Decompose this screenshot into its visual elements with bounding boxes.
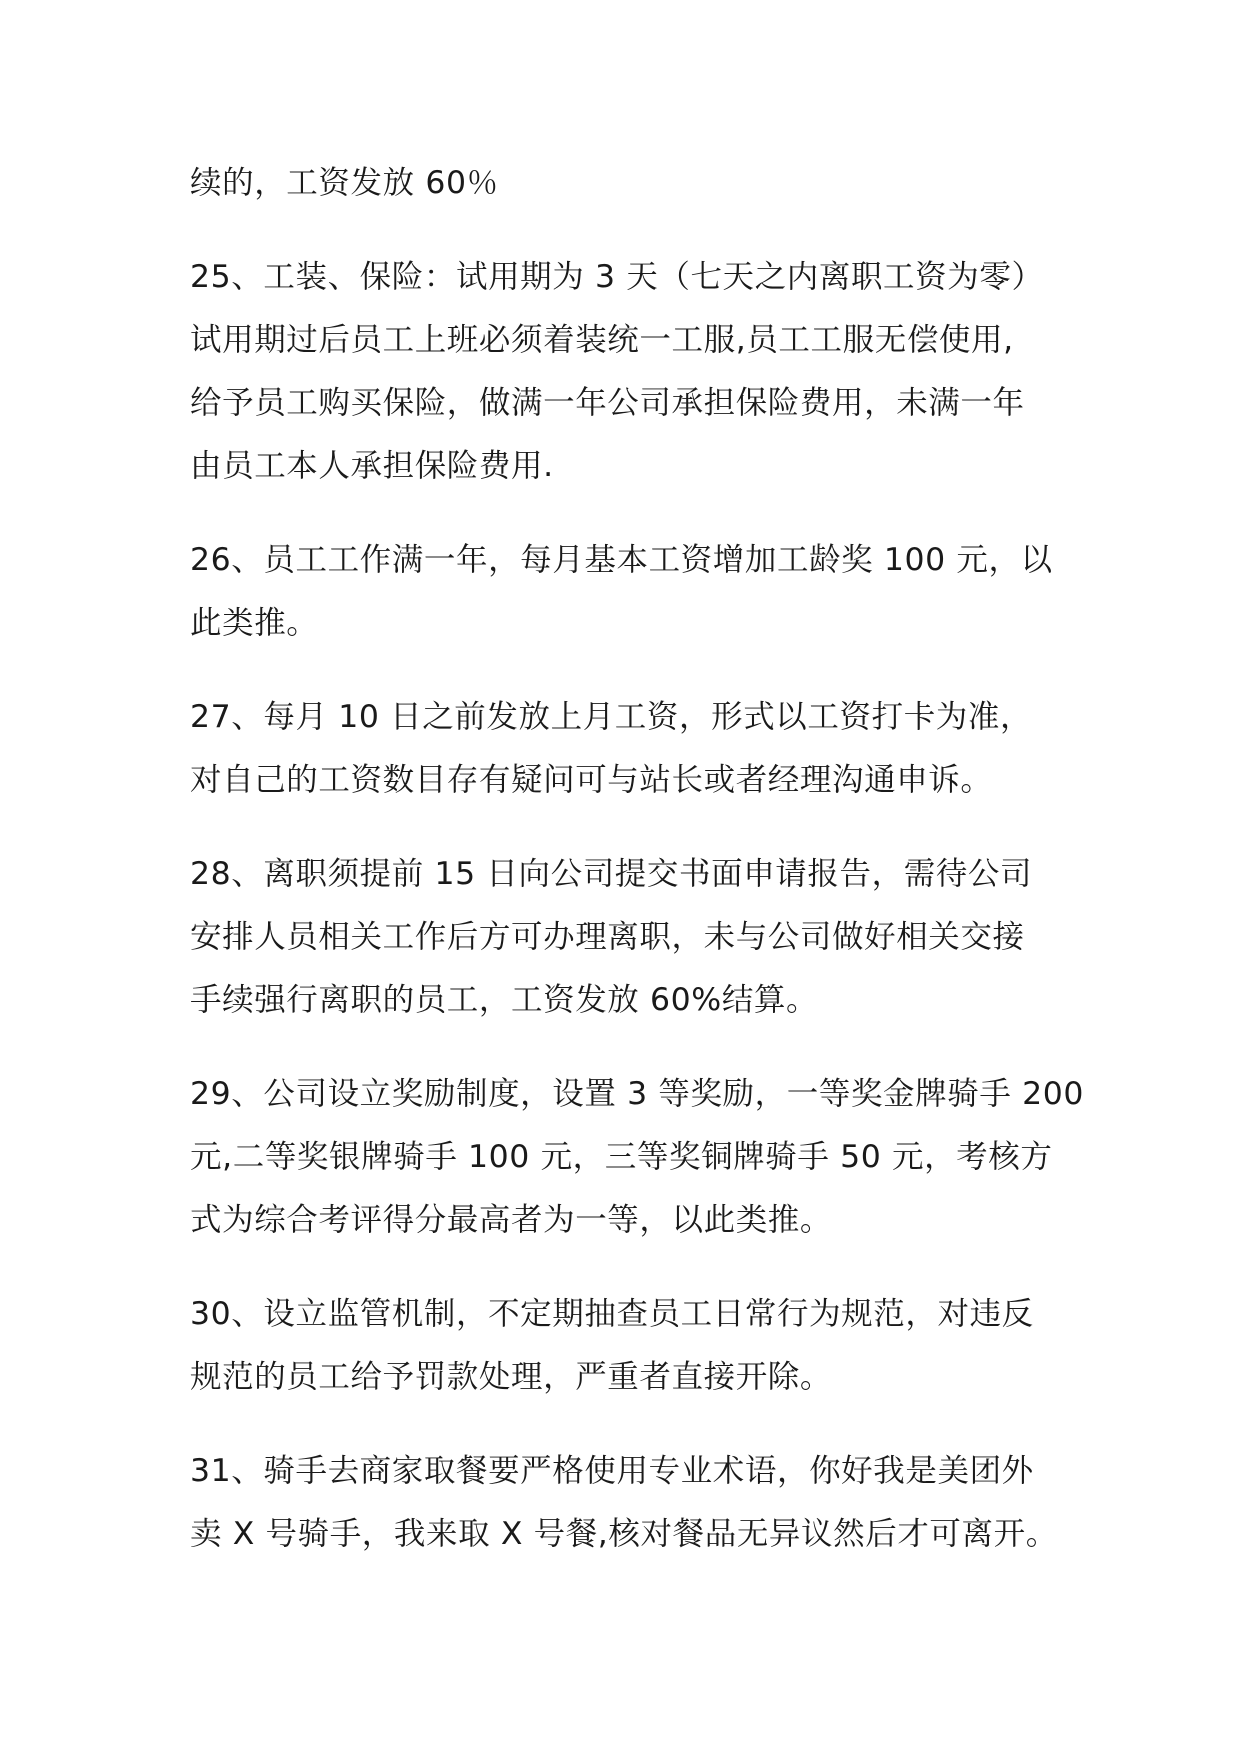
- text-line: 对自己的工资数目存有疑问可与站长或者经理沟通申诉。: [190, 762, 993, 798]
- paragraph-item-26: [190, 529, 1065, 655]
- text-line: 29、公司设立奖励制度，设置 3 等奖励，一等奖金牌骑手 200: [190, 1076, 1084, 1112]
- paragraph-item-31: [190, 1440, 1065, 1566]
- text-line: 安排人员相关工作后方可办理离职，未与公司做好相关交接: [190, 919, 1025, 955]
- text-line: 25、工装、保险：试用期为 3 天（七天之内离职工资为零）: [190, 259, 1044, 295]
- paragraph-item-29: [190, 1063, 1084, 1252]
- text-line: 27、每月 10 日之前发放上月工资，形式以工资打卡为准，: [190, 699, 1033, 735]
- text-line: 给予员工购买保险，做满一年公司承担保险费用，未满一年: [190, 385, 1025, 421]
- text-line: 31、骑手去商家取餐要严格使用专业术语，你好我是美团外: [190, 1453, 1034, 1489]
- text-line: 30、设立监管机制，不定期抽查员工日常行为规范，对违反: [190, 1296, 1034, 1332]
- text-line: 试用期过后员工上班必须着装统一工服,员工工服无偿使用,: [190, 322, 1014, 358]
- text-line: 元,二等奖银牌骑手 100 元，三等奖铜牌骑手 50 元，考核方: [190, 1139, 1053, 1175]
- paragraph-item-25: [190, 246, 1065, 498]
- paragraph-item-28: [190, 843, 1065, 1032]
- text-line: 由员工本人承担保险费用.: [190, 448, 554, 484]
- text-line: 续的，工资发放 60％: [190, 165, 499, 201]
- paragraph-continuation: [190, 152, 1065, 215]
- text-line: 卖 X 号骑手，我来取 X 号餐,核对餐品无异议然后才可离开。: [190, 1516, 1058, 1552]
- text-line: 规范的员工给予罚款处理，严重者直接开除。: [190, 1359, 833, 1395]
- text-line: 式为综合考评得分最高者为一等，以此类推。: [190, 1202, 833, 1238]
- text-line: 28、离职须提前 15 日向公司提交书面申请报告，需待公司: [190, 856, 1033, 892]
- paragraph-item-30: [190, 1283, 1065, 1409]
- document-body: [190, 152, 1084, 1597]
- text-line: 26、员工工作满一年，每月基本工资增加工龄奖 100 元，以: [190, 542, 1053, 578]
- paragraph-item-27: [190, 686, 1065, 812]
- text-line: 此类推。: [190, 605, 319, 641]
- text-line: 手续强行离职的员工，工资发放 60%结算。: [190, 982, 819, 1018]
